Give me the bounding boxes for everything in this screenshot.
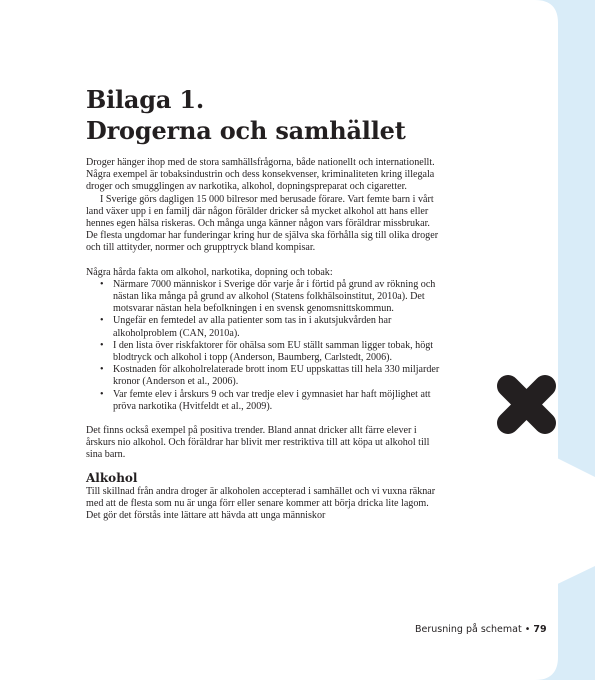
title-line-2: Drogerna och samhället — [86, 116, 406, 145]
page-title — [86, 84, 406, 146]
facts-list — [86, 279, 444, 413]
body-text — [86, 157, 444, 522]
list-item: • Ungefär en femtedel av alla patienter som tas in i akutsjukvården har alkoholproblem (CAN, 2010a). — [113, 315, 444, 339]
facts-intro: Några hårda fakta om alkohol, narkotika, dopning och tobak: — [86, 266, 333, 278]
footer-separator: • — [521, 624, 534, 635]
alcohol-paragraph: Till skillnad från andra droger är alkoholen accepterad i samhället och vi vuxna räknar med att de flesta som nu är unga förr eller senare kommer att börja dricka lite lagom. Det gör det förstås inte lättare att hävda att unga människor — [86, 485, 436, 522]
intro-paragraph: Droger hänger ihop med de stora samhällsfrågorna, både nationellt och internationellt. Några exempel är tobaksindustrin och dess konsekvenser, kriminaliteten kring illegala droger och smugglingen av narkotika, alkohol, dopningspreparat och cigaretter. — [86, 157, 435, 193]
page-footer — [415, 624, 547, 635]
page-number: 79 — [533, 624, 547, 635]
title-line-1: Bilaga 1. — [86, 85, 205, 114]
cross-icon — [508, 386, 545, 423]
statistics-paragraph: I Sverige görs dagligen 15 000 bilresor med berusade förare. Vart femte barn i vårt land växer upp i en familj där någon förälder dricker så mycket alkohol att hans eller hennes egen hälsa riskeras. Och många unga känner någon vars föräldrar missbrukar. De flesta ungdomar har funderingar kring hur de själva ska förhålla sig till olika droger och till attityder, normer och grupptryck bland kompisar. — [86, 193, 439, 254]
book-title: Berusning på schemat — [415, 624, 522, 635]
list-item: • Var femte elev i årskurs 9 och var tredje elev i gymnasiet har haft möjlighet att pröva narkotika (Hvitfeldt et al., 2009). — [113, 389, 444, 413]
list-item: • Kostnaden för alkoholrelaterade brott inom EU uppskattas till hela 330 miljarder kronor (Anderson et al., 2006). — [113, 364, 444, 388]
chevron-right-icon — [520, 449, 595, 595]
trends-paragraph: Det finns också exempel på positiva trender. Bland annat dricker allt färre elever i årskurs nio alkohol. Och föräldrar har blivit mer restriktiva till att köpa ut alkohol till sina barn. — [86, 425, 430, 461]
section-heading: Alkohol — [86, 470, 138, 485]
list-item: • I den lista över riskfaktorer för ohälsa som EU ställt samman ligger tobak, högt blodtryck och alkohol i topp (Anderson, Baumberg, Carlstedt, 2006). — [113, 340, 444, 364]
list-item: • Närmare 7000 människor i Sverige dör varje år i förtid på grund av rökning och nästan lika många på grund av alkohol (Statens folkhälsoinstitut, 2010a). Det motsvarar nästan hela befolkningen i en svensk genomsnittskommun. — [113, 279, 444, 316]
